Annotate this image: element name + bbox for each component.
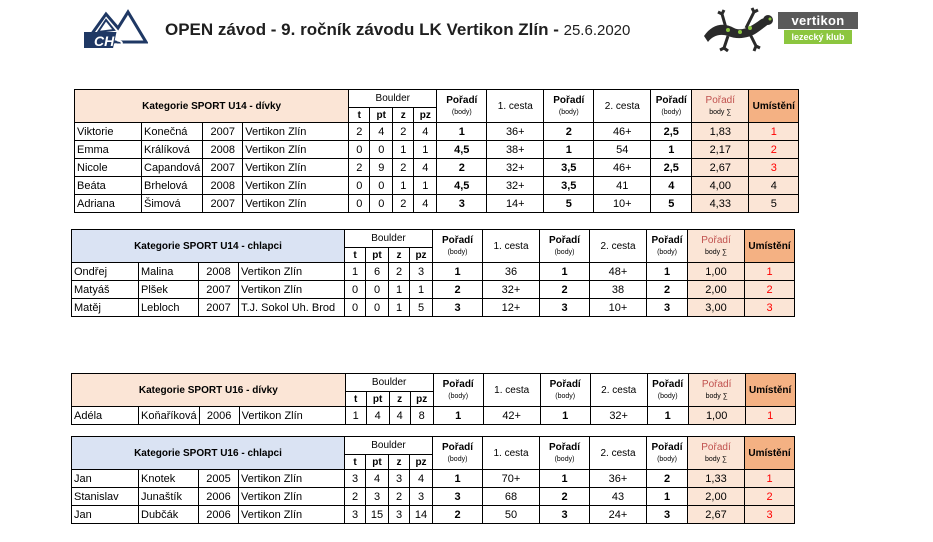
boulder-t-header: t [345, 392, 366, 407]
table-row [72, 299, 795, 317]
boulder-pt: 0 [370, 177, 393, 195]
boulder-pz: 1 [414, 177, 437, 195]
cesta2-rank: 4 [651, 177, 692, 195]
boulder-pt-header: pt [366, 455, 389, 470]
results-table [74, 89, 799, 213]
category-title: Kategorie SPORT U16 - dívky [72, 374, 346, 407]
boulder-z: 1 [389, 281, 410, 299]
cesta2-result: 46+ [594, 123, 651, 141]
boulder-pz: 4 [414, 159, 437, 177]
cesta2-result: 32+ [590, 407, 647, 425]
body-sum-sub: body ∑ [704, 248, 728, 256]
table-row [72, 263, 795, 281]
boulder-z-header: z [389, 392, 410, 407]
body-sum-header [688, 437, 745, 470]
chs-logo-text: CHS [94, 33, 124, 49]
umisteni-header: Umístění [749, 90, 799, 123]
boulder-rank: 2 [433, 281, 483, 299]
category-title: Kategorie SPORT U14 - dívky [75, 90, 349, 123]
cesta2-result: 24+ [590, 506, 647, 524]
body-sum: 1,33 [688, 470, 745, 488]
cesta2-rank: 3 [647, 506, 688, 524]
boulder-z: 3 [389, 470, 410, 488]
first-name: Ondřej [72, 263, 139, 281]
boulder-t: 1 [345, 263, 366, 281]
boulder-pz-header: pz [410, 455, 433, 470]
boulder-pz-header: pz [410, 392, 433, 407]
poradi-cesta1-header-sub: (body) [558, 108, 579, 116]
cesta2-rank: 3 [647, 299, 688, 317]
final-place: 2 [749, 141, 799, 159]
first-name: Jan [72, 470, 139, 488]
cesta2-result: 10+ [594, 195, 651, 213]
boulder-t: 3 [345, 506, 366, 524]
table-header-row [72, 230, 795, 248]
cesta2-result: 41 [594, 177, 651, 195]
last-name: Koňaříková [139, 407, 200, 425]
cesta2-header: 2. cesta [590, 230, 647, 263]
cesta1-result: 36+ [487, 123, 544, 141]
poradi-cesta1-header-label: Pořadí [549, 378, 581, 390]
poradi-cesta1-header [544, 90, 594, 123]
boulder-z: 3 [389, 506, 410, 524]
last-name: Malina [139, 263, 199, 281]
first-name: Adéla [72, 407, 139, 425]
body-sum-label: Pořadí [705, 94, 736, 106]
poradi-boulder-header [433, 374, 483, 407]
cesta2-rank: 5 [651, 195, 692, 213]
cesta1-result: 68 [483, 488, 540, 506]
last-name: Šimová [142, 195, 203, 213]
boulder-pz: 14 [410, 506, 433, 524]
poradi-cesta2-header-sub: (body) [657, 455, 677, 463]
boulder-z: 1 [393, 141, 414, 159]
boulder-pt-header: pt [366, 392, 389, 407]
umisteni-header: Umístění [745, 230, 795, 263]
final-place: 3 [745, 299, 795, 317]
last-name: Capandová [142, 159, 203, 177]
club-name: Vertikon Zlín [243, 141, 349, 159]
chs-logo-icon [84, 6, 148, 50]
boulder-z: 2 [393, 159, 414, 177]
poradi-cesta1-header-sub: (body) [554, 248, 575, 256]
cesta2-result: 36+ [590, 470, 647, 488]
body-sum-sub: body ∑ [705, 392, 728, 400]
cesta2-result: 54 [594, 141, 651, 159]
birth-year: 2007 [203, 123, 243, 141]
boulder-rank: 1 [437, 123, 487, 141]
body-sum: 2,67 [688, 506, 745, 524]
poradi-cesta2-header [647, 374, 688, 407]
final-place: 1 [745, 470, 795, 488]
boulder-rank: 1 [433, 407, 483, 425]
umisteni-header: Umístění [745, 374, 795, 407]
boulder-pt: 0 [366, 281, 389, 299]
cesta2-result: 10+ [590, 299, 647, 317]
vertikon-logo-bottom: lezecký klub [784, 30, 852, 44]
boulder-t-header: t [349, 108, 370, 123]
poradi-boulder-header-label: Pořadí [441, 234, 474, 246]
cesta1-rank: 3 [540, 299, 590, 317]
results-table [71, 373, 796, 425]
poradi-boulder-header-sub: (body) [448, 392, 469, 400]
body-sum: 3,00 [688, 299, 745, 317]
poradi-cesta2-header-label: Pořadí [651, 441, 683, 453]
birth-year: 2008 [203, 141, 243, 159]
poradi-cesta2-header-sub: (body) [657, 392, 678, 400]
cesta2-header: 2. cesta [590, 437, 647, 470]
cesta1-result: 70+ [483, 470, 540, 488]
cesta1-rank: 1 [544, 141, 594, 159]
boulder-pz: 4 [414, 195, 437, 213]
boulder-rank: 3 [433, 488, 483, 506]
club-name: Vertikon Zlín [239, 506, 345, 524]
first-name: Stanislav [72, 488, 139, 506]
boulder-pt-header: pt [370, 108, 393, 123]
cesta2-header: 2. cesta [590, 374, 647, 407]
cesta1-result: 42+ [483, 407, 540, 425]
last-name: Junaštík [139, 488, 199, 506]
boulder-t: 1 [345, 407, 366, 425]
birth-year: 2007 [203, 159, 243, 177]
club-name: Vertikon Zlín [239, 263, 345, 281]
boulder-pt: 3 [366, 488, 389, 506]
poradi-boulder-header [433, 437, 483, 470]
boulder-pz: 1 [414, 141, 437, 159]
first-name: Jan [72, 506, 139, 524]
body-sum-header [692, 90, 749, 123]
poradi-boulder-header-sub: (body) [447, 248, 468, 256]
boulder-pz: 5 [410, 299, 433, 317]
category-title: Kategorie SPORT U16 - chlapci [72, 437, 345, 470]
first-name: Matěj [72, 299, 139, 317]
boulder-pt: 0 [370, 195, 393, 213]
table-header-row [72, 374, 796, 392]
cesta2-rank: 2,5 [651, 159, 692, 177]
cesta2-rank: 1 [647, 263, 688, 281]
birth-year: 2007 [199, 299, 239, 317]
boulder-pt: 15 [366, 506, 389, 524]
body-sum: 2,67 [692, 159, 749, 177]
cesta1-result: 12+ [483, 299, 540, 317]
boulder-header: Boulder [345, 230, 433, 248]
boulder-pz: 1 [410, 281, 433, 299]
cesta2-result: 38 [590, 281, 647, 299]
poradi-boulder-header-label: Pořadí [446, 94, 478, 106]
cesta1-result: 38+ [487, 141, 544, 159]
poradi-cesta2-header [647, 437, 688, 470]
birth-year: 2006 [199, 488, 239, 506]
table-header-row [75, 90, 799, 108]
poradi-boulder-header-sub: (body) [451, 108, 472, 116]
last-name: Dubčák [139, 506, 199, 524]
body-sum: 2,00 [688, 488, 745, 506]
first-name: Adriana [75, 195, 142, 213]
boulder-z: 2 [389, 488, 410, 506]
table-header-row [72, 437, 795, 455]
final-place: 5 [749, 195, 799, 213]
cesta1-result: 50 [483, 506, 540, 524]
cesta2-rank: 2,5 [651, 123, 692, 141]
cesta1-result: 14+ [487, 195, 544, 213]
birth-year: 2006 [199, 407, 239, 425]
boulder-z: 2 [393, 123, 414, 141]
cesta1-result: 36 [483, 263, 540, 281]
cesta2-rank: 2 [647, 470, 688, 488]
club-name: Vertikon Zlín [239, 488, 345, 506]
boulder-z: 2 [393, 195, 414, 213]
boulder-rank: 2 [433, 506, 483, 524]
title-text: OPEN závod - 9. ročník závodu LK Vertikon Zlín - [165, 20, 564, 39]
last-name: Knotek [139, 470, 199, 488]
boulder-t: 0 [349, 177, 370, 195]
body-sum: 2,17 [692, 141, 749, 159]
poradi-cesta1-header-label: Pořadí [548, 234, 581, 246]
boulder-pt: 9 [370, 159, 393, 177]
cesta1-rank: 2 [540, 281, 590, 299]
cesta2-rank: 1 [647, 488, 688, 506]
boulder-pz: 3 [410, 263, 433, 281]
boulder-rank: 4,5 [437, 177, 487, 195]
poradi-cesta1-header-label: Pořadí [548, 441, 581, 453]
gecko-icon [698, 6, 776, 52]
club-name: Vertikon Zlín [239, 281, 345, 299]
poradi-cesta1-header-sub: (body) [555, 392, 576, 400]
body-sum: 4,00 [692, 177, 749, 195]
table-row [75, 195, 799, 213]
poradi-boulder-header-label: Pořadí [442, 378, 474, 390]
final-place: 1 [745, 263, 795, 281]
final-place: 2 [745, 488, 795, 506]
poradi-boulder-header-sub: (body) [447, 455, 468, 463]
boulder-z: 4 [389, 407, 410, 425]
final-place: 1 [745, 407, 795, 425]
boulder-header: Boulder [345, 437, 433, 455]
body-sum-label: Pořadí [701, 441, 731, 453]
cesta1-rank: 1 [540, 470, 590, 488]
boulder-z: 1 [389, 299, 410, 317]
cesta1-result: 32+ [487, 177, 544, 195]
cesta2-rank: 1 [647, 407, 688, 425]
cesta2-rank: 2 [647, 281, 688, 299]
birth-year: 2007 [199, 281, 239, 299]
cesta1-header: 1. cesta [487, 90, 544, 123]
cesta1-rank: 3 [540, 506, 590, 524]
boulder-t: 0 [349, 141, 370, 159]
last-name: Konečná [142, 123, 203, 141]
cesta1-rank: 1 [540, 407, 590, 425]
poradi-boulder-header [433, 230, 483, 263]
body-sum-header [688, 230, 745, 263]
last-name: Králíková [142, 141, 203, 159]
boulder-z: 1 [393, 177, 414, 195]
cesta1-result: 32+ [483, 281, 540, 299]
cesta1-header: 1. cesta [483, 437, 540, 470]
results-table [71, 436, 795, 524]
club-name: Vertikon Zlín [243, 195, 349, 213]
cesta1-header: 1. cesta [483, 230, 540, 263]
poradi-cesta2-header-label: Pořadí [651, 234, 683, 246]
club-name: Vertikon Zlín [243, 177, 349, 195]
table-row [75, 177, 799, 195]
cesta1-rank: 3,5 [544, 177, 594, 195]
body-sum: 2,00 [688, 281, 745, 299]
final-place: 3 [745, 506, 795, 524]
first-name: Beáta [75, 177, 142, 195]
boulder-pt: 4 [366, 470, 389, 488]
first-name: Emma [75, 141, 142, 159]
boulder-pt: 0 [366, 299, 389, 317]
body-sum-header [688, 374, 745, 407]
last-name: Brhelová [142, 177, 203, 195]
boulder-rank: 1 [433, 263, 483, 281]
page-header [0, 0, 933, 62]
boulder-pz: 3 [410, 488, 433, 506]
poradi-cesta2-header-sub: (body) [657, 248, 677, 256]
final-place: 3 [749, 159, 799, 177]
body-sum: 1,00 [688, 407, 745, 425]
results-table [71, 229, 795, 317]
vertikon-logo-top: vertikon [778, 12, 858, 29]
body-sum-label: Pořadí [701, 378, 732, 390]
boulder-header: Boulder [345, 374, 433, 392]
boulder-t: 2 [345, 488, 366, 506]
club-name: T.J. Sokol Uh. Brod [239, 299, 345, 317]
body-sum: 1,83 [692, 123, 749, 141]
boulder-pz-header: pz [410, 248, 433, 263]
birth-year: 2005 [199, 470, 239, 488]
boulder-header: Boulder [349, 90, 437, 108]
boulder-pz: 4 [414, 123, 437, 141]
boulder-pt: 4 [366, 407, 389, 425]
boulder-pt-header: pt [366, 248, 389, 263]
vertikon-logo [778, 12, 858, 46]
boulder-t: 3 [345, 470, 366, 488]
last-name: Plšek [139, 281, 199, 299]
table-row [72, 506, 795, 524]
poradi-cesta1-header-label: Pořadí [553, 94, 585, 106]
boulder-rank: 3 [433, 299, 483, 317]
table-row [72, 470, 795, 488]
table-row [72, 281, 795, 299]
boulder-t: 0 [349, 195, 370, 213]
first-name: Nicole [75, 159, 142, 177]
body-sum-sub: body ∑ [709, 108, 732, 116]
category-title: Kategorie SPORT U14 - chlapci [72, 230, 345, 263]
boulder-t: 2 [349, 159, 370, 177]
first-name: Matyáš [72, 281, 139, 299]
boulder-pz-header: pz [414, 108, 437, 123]
first-name: Viktorie [75, 123, 142, 141]
umisteni-header: Umístění [745, 437, 795, 470]
boulder-t: 2 [349, 123, 370, 141]
cesta1-result: 32+ [487, 159, 544, 177]
body-sum: 4,33 [692, 195, 749, 213]
club-name: Vertikon Zlín [239, 470, 345, 488]
boulder-z: 2 [389, 263, 410, 281]
final-place: 4 [749, 177, 799, 195]
boulder-z-header: z [389, 248, 410, 263]
poradi-cesta2-header-label: Pořadí [652, 378, 684, 390]
boulder-t: 0 [345, 281, 366, 299]
boulder-rank: 1 [433, 470, 483, 488]
last-name: Lebloch [139, 299, 199, 317]
poradi-cesta2-header-label: Pořadí [655, 94, 687, 106]
final-place: 2 [745, 281, 795, 299]
boulder-z-header: z [393, 108, 414, 123]
poradi-boulder-header [437, 90, 487, 123]
boulder-z-header: z [389, 455, 410, 470]
boulder-t: 0 [345, 299, 366, 317]
body-sum-sub: body ∑ [704, 455, 728, 463]
poradi-cesta2-header [651, 90, 692, 123]
table-row [75, 123, 799, 141]
poradi-cesta1-header-sub: (body) [554, 455, 575, 463]
boulder-t-header: t [345, 455, 366, 470]
boulder-pt: 6 [366, 263, 389, 281]
birth-year: 2008 [199, 263, 239, 281]
boulder-pz: 4 [410, 470, 433, 488]
cesta1-header: 1. cesta [483, 374, 540, 407]
club-name: Vertikon Zlín [243, 123, 349, 141]
club-name: Vertikon Zlín [243, 159, 349, 177]
page-title [165, 20, 630, 40]
cesta2-rank: 1 [651, 141, 692, 159]
boulder-rank: 3 [437, 195, 487, 213]
poradi-boulder-header-label: Pořadí [441, 441, 474, 453]
boulder-pz: 8 [410, 407, 433, 425]
body-sum-label: Pořadí [701, 234, 731, 246]
poradi-cesta1-header [540, 230, 590, 263]
birth-year: 2007 [203, 195, 243, 213]
table-row [75, 141, 799, 159]
cesta1-rank: 3,5 [544, 159, 594, 177]
table-row [72, 407, 796, 425]
poradi-cesta1-header [540, 437, 590, 470]
cesta1-rank: 2 [544, 123, 594, 141]
boulder-t-header: t [345, 248, 366, 263]
birth-year: 2008 [203, 177, 243, 195]
cesta1-rank: 2 [540, 488, 590, 506]
cesta2-result: 46+ [594, 159, 651, 177]
title-date: 25.6.2020 [563, 22, 631, 39]
cesta1-rank: 1 [540, 263, 590, 281]
cesta2-result: 48+ [590, 263, 647, 281]
cesta1-rank: 5 [544, 195, 594, 213]
table-row [75, 159, 799, 177]
boulder-pt: 0 [370, 141, 393, 159]
cesta2-result: 43 [590, 488, 647, 506]
poradi-cesta2-header-sub: (body) [661, 108, 682, 116]
final-place: 1 [749, 123, 799, 141]
poradi-cesta1-header [540, 374, 590, 407]
birth-year: 2006 [199, 506, 239, 524]
poradi-cesta2-header [647, 230, 688, 263]
boulder-rank: 2 [437, 159, 487, 177]
cesta2-header: 2. cesta [594, 90, 651, 123]
body-sum: 1,00 [688, 263, 745, 281]
boulder-rank: 4,5 [437, 141, 487, 159]
table-row [72, 488, 795, 506]
boulder-pt: 4 [370, 123, 393, 141]
club-name: Vertikon Zlín [239, 407, 345, 425]
